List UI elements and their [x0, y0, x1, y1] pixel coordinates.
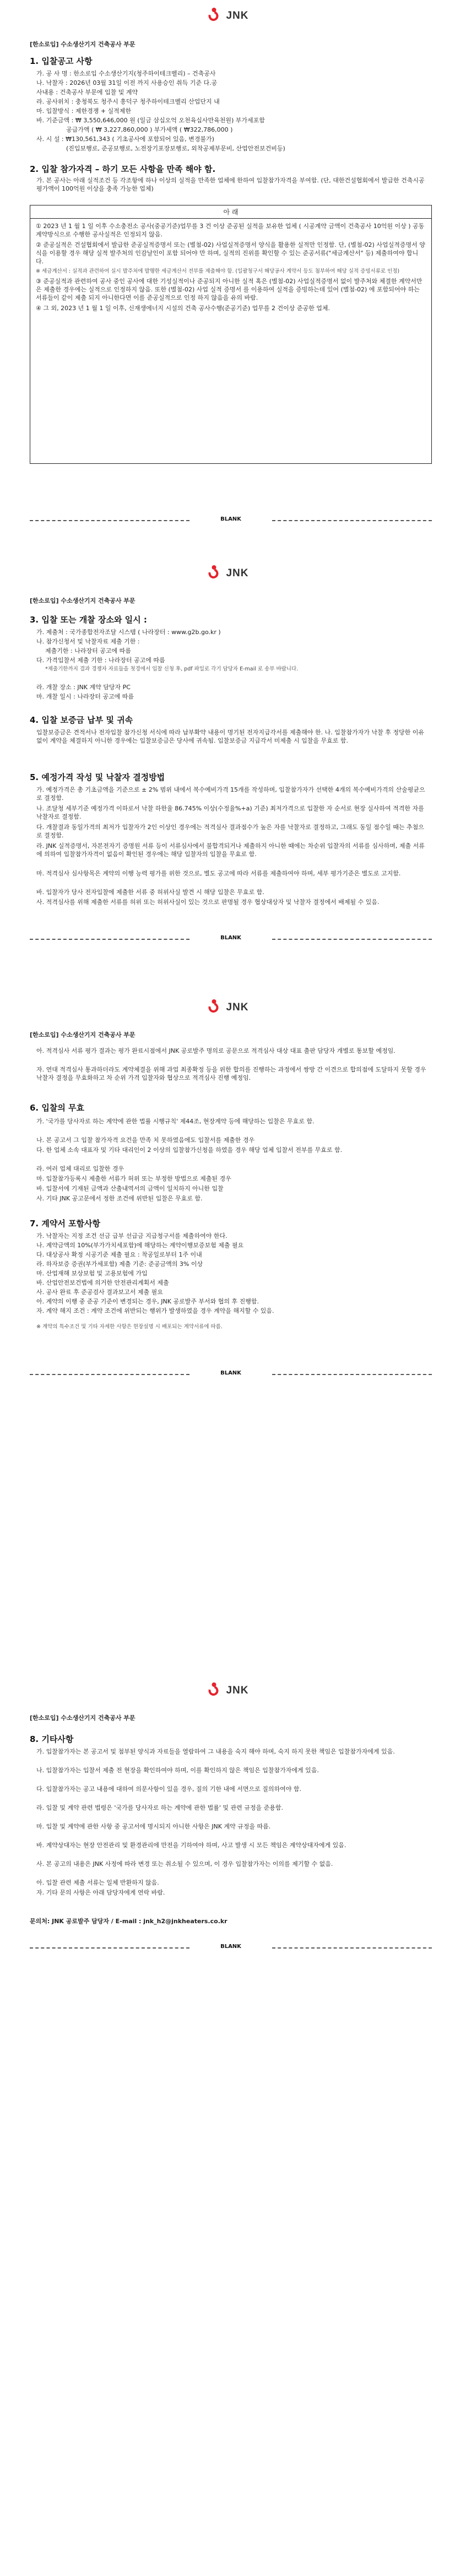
- divider-dash-left: [30, 1947, 189, 1949]
- s8-item: 아. 입찰 관련 제출 서류는 일체 반환하지 않음.: [36, 1879, 159, 1886]
- logo-text: JNK: [226, 1002, 249, 1013]
- s7-item: 자. 계약 해지 조건 : 계약 조건에 위반되는 행위가 발생하였을 경우 계약을 해지할 수 있음.: [36, 1307, 274, 1314]
- s2-intro: 가. 본 공사는 아래 실적조건 등 각조항에 하나 이상의 실적을 만족한 업체에 한하여 입찰참가자격을 부여함. (단, 대한건설협회에서 발급한 건축시공평가액이 100억원 이상을 충족 가능한 업체): [36, 177, 425, 192]
- blank-divider: [30, 1369, 432, 1380]
- s7-note: ※ 계약의 특수조건 및 기타 자세한 사항은 현장설명 시 배포되는 계약서류에 따름.: [36, 1324, 223, 1330]
- divider-dash-right: [272, 520, 432, 521]
- s1-line: 사. 시 설 : ₩130,561,343 ( 기초공사에 포함되어 있음, 변경불가): [36, 136, 214, 143]
- logo-text: JNK: [226, 10, 249, 21]
- s7-item: 마. 산업재해 보상보험 및 고용보험에 가입: [36, 1270, 148, 1277]
- s8-item: 나. 입찰참가자는 입찰서 제출 전 현장을 확인하여야 하며, 이를 확인하지 않은 책임은 입찰참가자에게 있음.: [36, 1767, 319, 1774]
- divider-dash-left: [30, 520, 189, 521]
- s7-item: 바. 산업안전보건법에 의거한 안전관리계획서 제출: [36, 1279, 169, 1286]
- divider-dash-left: [30, 1374, 189, 1375]
- brand-logo: [206, 565, 248, 582]
- s7-item: 라. 하자보증 증권(부가세포함) 제출 기준: 준공금액의 3% 이상: [36, 1260, 203, 1268]
- blank-label: BLANK: [220, 1944, 241, 1950]
- section-7-title: 7. 계약서 포함사항: [30, 1219, 101, 1229]
- divider-dash-right: [272, 939, 432, 940]
- s3-line: 다. 가격입찰서 제출 기한 : 나라장터 공고에 따름: [36, 657, 165, 664]
- requirement-item: ③ 준공실적과 관련하여 공사 중인 공사에 대한 기성실적이나 준공되지 아니한 실적 혹은 (별첨-02) 사업실적증명서 없이 발주처와 체결한 계약서만은 제출한 경우에는 실적으로 인정하지 않음. 또한 (별첨-02) 사업 실적 증명서 를 이용하여 실적을 증빙하는데 있어 (별첨-02) 에 포함되어야 하는 서류들이 같이 제출 되지 아니한다면 이를 준공실적으로 인정 하지 않음을 유의 바람.: [36, 278, 422, 301]
- doc-header: [한소로입] 수소생산기지 건축공사 부문: [30, 41, 136, 48]
- s5-item: 가. 예정가격은 총 기초금액을 기준으로 ± 2% 범위 내에서 복수예비가격 15개를 작성하며, 입찰참가자가 선택한 4개의 복수예비가격의 산술평균으로 결정함.: [36, 786, 425, 802]
- s1-line: 바. 기준금액 : ₩ 3,550,646,000 원 (일금 삼십오억 오천육십사만육천원) 부가세포함: [36, 117, 265, 124]
- s1-line: 가. 공 사 명 : 한소로입 수소생산기지(청주하이테크벨리) – 건축공사: [36, 70, 216, 77]
- logo-mark-icon: [206, 8, 223, 24]
- s7-item: 나. 계약금액의 10%(부가가치세포함)에 해당하는 계약이행보증보험 제출 필요: [36, 1242, 244, 1249]
- s7-item: 아. 계약의 이행 중 준공 기준이 변경되는 경우, JNK 공로발주 부서와 협의 후 진행함.: [36, 1298, 259, 1305]
- s3-line: 제출기한 : 나라장터 공고에 따름: [45, 647, 131, 654]
- s8-item: 자. 기타 문의 사항은 아래 담당자에게 연락 바람.: [36, 1889, 165, 1896]
- contact-line: 문의처: JNK 공로발주 담당자 / E-mail : jnk_h2@jnkheaters.co.kr: [30, 1918, 228, 1925]
- s5-item: 바. 입찰자가 당사 전자입찰에 제출한 서류 중 허위사실 발견 시 해당 입찰은 무효로 함.: [36, 889, 264, 896]
- divider-dash-right: [272, 1947, 432, 1949]
- s8-item: 마. 입찰 및 계약에 관한 사항 중 공고서에 명시되지 아니한 사항은 JNK 계약 규정을 따름.: [36, 1823, 271, 1830]
- logo-mark-icon: [206, 565, 223, 582]
- brand-logo: [206, 999, 248, 1016]
- s4-body: 입찰보증금은 견적서나 전자입찰 참가신청 서식에 따라 납부확약 내용이 명기된 전자지급각서를 제출해야 한. 나. 입찰참가자가 낙찰 후 정당한 이유없이 계약을 체결하지 아니한 경우에는 입찰보증금은 당사에 귀속됨. 입찰보증금 지급각서 미제출 시 입찰을 무효로 함.: [36, 729, 424, 744]
- blank-divider: [30, 515, 432, 526]
- section-6-title: 6. 입찰의 무효: [30, 1103, 85, 1113]
- brand-logo: [206, 8, 248, 24]
- s5-item: 다. 개찰결과 동일가격의 최저가 입찰자가 2인 이상인 경우에는 적격심사 결과점수가 높은 자를 낙찰자로 결정하고, 그래도 동일 점수일 때는 추첨으로 결정함.: [36, 824, 424, 839]
- s7-item: 사. 공사 완료 후 준공검사 결과보고서 제출 필요: [36, 1289, 163, 1296]
- s8-item: 라. 입찰 및 계약 관련 법령은 '국가를 당사자로 하는 계약에 관한 법률' 및 관련 규정을 준용함.: [36, 1804, 284, 1811]
- section-2-title: 2. 입찰 참가자격 – 하기 모든 사항을 만족 해야 함.: [30, 164, 216, 174]
- s6-item: 나. 본 공고서 그 입찰 참가자격 요건을 만족 치 못하였음에도 입찰서를 제출한 경우: [36, 1137, 255, 1144]
- section-1-title: 1. 입찰공고 사항: [30, 56, 93, 66]
- brand-logo: [206, 1682, 248, 1699]
- section-5-title: 5. 예정가격 작성 및 낙찰자 결정방법: [30, 772, 165, 782]
- s5-item: 라. JNK 실적증명서, 자본전자기 증명원 서류 등이 서류심사에서 불합격되거나 제출하지 아니한 때에는 차순위 입찰자의 서류를 심사하며, 제출 서류에 의하여 입찰참가자격이 없음이 확인된 경우에는 해당 입찰자의 입찰을 무효로 함.: [36, 842, 425, 858]
- s1-line: 공급가액 ( ₩ 3,227,860,000 ) 부가세액 ( ₩322,786,000 ): [66, 126, 233, 133]
- s1-line: 마. 입찰방식 : 제한경쟁 + 실적제한: [36, 107, 132, 115]
- s1-line: 라. 공사위치 : 충청북도 청주시 흥덕구 청주하이테크벨리 산업단지 내: [36, 98, 220, 105]
- s6-item: 사. 기타 JNK 공고문에서 정한 조건에 위반된 입찰은 무효로 함.: [36, 1195, 203, 1202]
- s3-line: 가. 제출처 : 국가종합전자조달 시스템 ( 나라장터 : www.g2b.go.kr ): [36, 629, 221, 636]
- s1-line: (진입보행로, 준공보행로, 노전장기포장보행로, 외착공제부문비, 산업안전보건비등): [66, 145, 285, 152]
- s6-item: 라. 여러 업체 대리로 입찰한 경우: [36, 1165, 124, 1172]
- s8-item: 사. 본 공고의 내용은 JNK 사정에 따라 변경 또는 취소될 수 있으며, 이 경우 입찰참가자는 이의를 제기할 수 없음.: [36, 1860, 333, 1868]
- s8-item: 다. 입찰참가자는 공고 내용에 대하여 의문사항이 있을 경우, 질의 기한 내에 서면으로 질의하여야 함.: [36, 1785, 301, 1793]
- s3-line: 나. 참가신청서 및 낙찰자료 제출 기한 :: [36, 638, 140, 645]
- s7-item: 다. 대상공사 확정 시공기준 제출 필요 : 착공일로부터 1주 이내: [36, 1251, 202, 1258]
- s7-item: 가. 낙찰자는 지정 조건 선금 급부 선급금 지급청구서를 제출하여야 한다.: [36, 1232, 228, 1240]
- s6-item: 다. 한 업체 소속 대표자 및 기타 대리인이 2 이상의 입찰참가신청을 하였을 경우 해당 업체 입찰서 전부를 무효로 함.: [36, 1146, 343, 1154]
- s8-item: 바. 계약상대자는 현장 안전관리 및 환경관리에 만전을 기하여야 하며, 사고 발생 시 모든 책임은 계약상대자에게 있음.: [36, 1842, 346, 1849]
- blank-label: BLANK: [220, 1370, 241, 1376]
- divider-dash-left: [30, 939, 189, 940]
- requirements-box: [30, 205, 432, 464]
- s1-line: 나. 낙찰자 : 2026년 03월 31일 이전 까지 사용승인 취득 기준 다.공: [36, 79, 218, 86]
- doc-header: [한소로입] 수소생산기지 건축공사 부문: [30, 597, 136, 604]
- blank-divider: [30, 934, 432, 945]
- blank-label: BLANK: [220, 935, 241, 941]
- s5-item: 나. 조달청 세부기준 예정가격 이하로서 낙찰 하한율 86.745% 이상(수정율%+a) 기준) 최저가격으로 입찰한 자 순서로 현장 실사하여 적격한 자를 낙찰자로 결정함.: [36, 805, 424, 820]
- blank-label: BLANK: [220, 516, 241, 522]
- logo-mark-icon: [206, 1682, 223, 1699]
- requirement-item: ① 2023 년 1 월 1 일 이후 수소충전소 공사(중공기준)업무를 3 건 이상 준공된 실적을 보유한 업체 ( 시공계약 금액이 건축공사 10억원 이상 ) 공동계약방식으로 수행한 공사실적은 인정되지 않음.: [36, 223, 425, 238]
- section-8-title: 8. 기타사항: [30, 1734, 74, 1744]
- divider-dash-right: [272, 1374, 432, 1375]
- section-4-title: 4. 입찰 보증금 납부 및 귀속: [30, 715, 133, 725]
- requirement-item: ④ 그 외, 2023 년 1 월 1 일 이후, 신재생에너지 시설의 건축 공사수행(준공기준) 업무를 2 건이상 준공한 업체.: [36, 305, 331, 312]
- s1-line: 사내용 : 건축공사 부문에 입찰 및 계약: [36, 89, 138, 96]
- section-3-title: 3. 입찰 또는 개찰 장소와 일시 :: [30, 615, 147, 625]
- logo-text: JNK: [226, 567, 249, 579]
- s5b-item: 아. 적격심사 서류 평가 결과는 평가 완료시점에서 JNK 공로발주 명의로 공문으로 적격심사 대상 대표 출판 담당자 개별로 통보할 예정임.: [36, 1047, 396, 1054]
- s6-item: 마. 입찰참가등록시 제출한 서류가 허위 또는 부정한 방법으로 제출된 경우: [36, 1175, 231, 1182]
- doc-header: [한소로입] 수소생산기지 건축공사 부문: [30, 1031, 136, 1038]
- blank-divider: [30, 1942, 432, 1953]
- logo-mark-icon: [206, 999, 223, 1016]
- requirements-box-head: 아 래: [30, 205, 431, 219]
- s3-line: 라. 개찰 장소 : JNK 계약 담당자 PC: [36, 684, 131, 691]
- s6-item: 바. 입찰서에 기재된 금액과 산출내역서의 금액이 일치하지 아니한 입찰: [36, 1185, 224, 1192]
- requirement-note: ※ 세금계산서 : 실적과 관련하여 실시 발주처에 발행한 세금계산서 전부를 제출해야 함. (일괄청구서 해당공사 계약서 등도 첨부하여 해당 실적 증빙서류로 인정): [36, 268, 400, 274]
- logo-text: JNK: [226, 1685, 249, 1696]
- s3-line: 마. 개찰 일시 : 나라장터 공고에 따름: [36, 693, 134, 700]
- s8-item: 가. 입찰참가자는 본 공고서 및 첨부된 양식과 자료들을 열람하여 그 내용을 숙지 해야 하며, 숙지 하지 못한 책임은 입찰참가자에게 있음.: [36, 1748, 395, 1755]
- s5-item: 마. 적격심사 심사항목은 계약의 이행 능력 평가를 위한 것으로, 별도 공고에 따라 서류를 제출하여야 하며, 세부 평가기준은 별도로 고지함.: [36, 870, 401, 877]
- s6-item: 가. '국가를 당사자로 하는 계약에 관한 법률 시행규칙' 제44조, 현장계약 등에 해당하는 입찰은 무효로 함.: [36, 1118, 315, 1125]
- doc-header: [한소로입] 수소생산기지 건축공사 부문: [30, 1714, 136, 1722]
- requirement-item: ② 준공실적은 건설협회에서 발급한 준공실적증명서 또는 (별첨-02) 사업실적증명서 양식을 활용한 실적만 인정함. 단, (별첨-02) 사업실적증명서 양식을 이용할 경우 해당 실적 발주처의 인감날인이 포함 되어야 만 하며, 실적의 진위를 확인할 수 있는 준공서류("세금계산서" 등) 제출하여야 합니다.: [36, 241, 425, 265]
- s3-note: *제출기한까지 결과 경쟁자 자료들을 첫경에서 입찰 신청 후, pdf 파일로 각기 담당자 E-mail 로 송부 바랍니다.: [45, 666, 299, 672]
- s5-item: 사. 적격심사를 위해 제출한 서류를 허위 또는 허위사실이 있는 것으로 판명될 경우 협상대상자 및 낙찰자 결정에서 배제될 수 있음.: [36, 899, 380, 906]
- s5b-item: 자. 연대 적격심사 통과하더라도 계약체결을 위해 과업 최종확정 등을 위한 합의를 진행하는 과정에서 쌍방 간 이견으로 합의점에 도달하지 못할 경우 낙찰자 결정을 무효화하고 차 순위 가격 입찰자와 협상으로 적격심사 진행 예정임.: [36, 1066, 426, 1081]
